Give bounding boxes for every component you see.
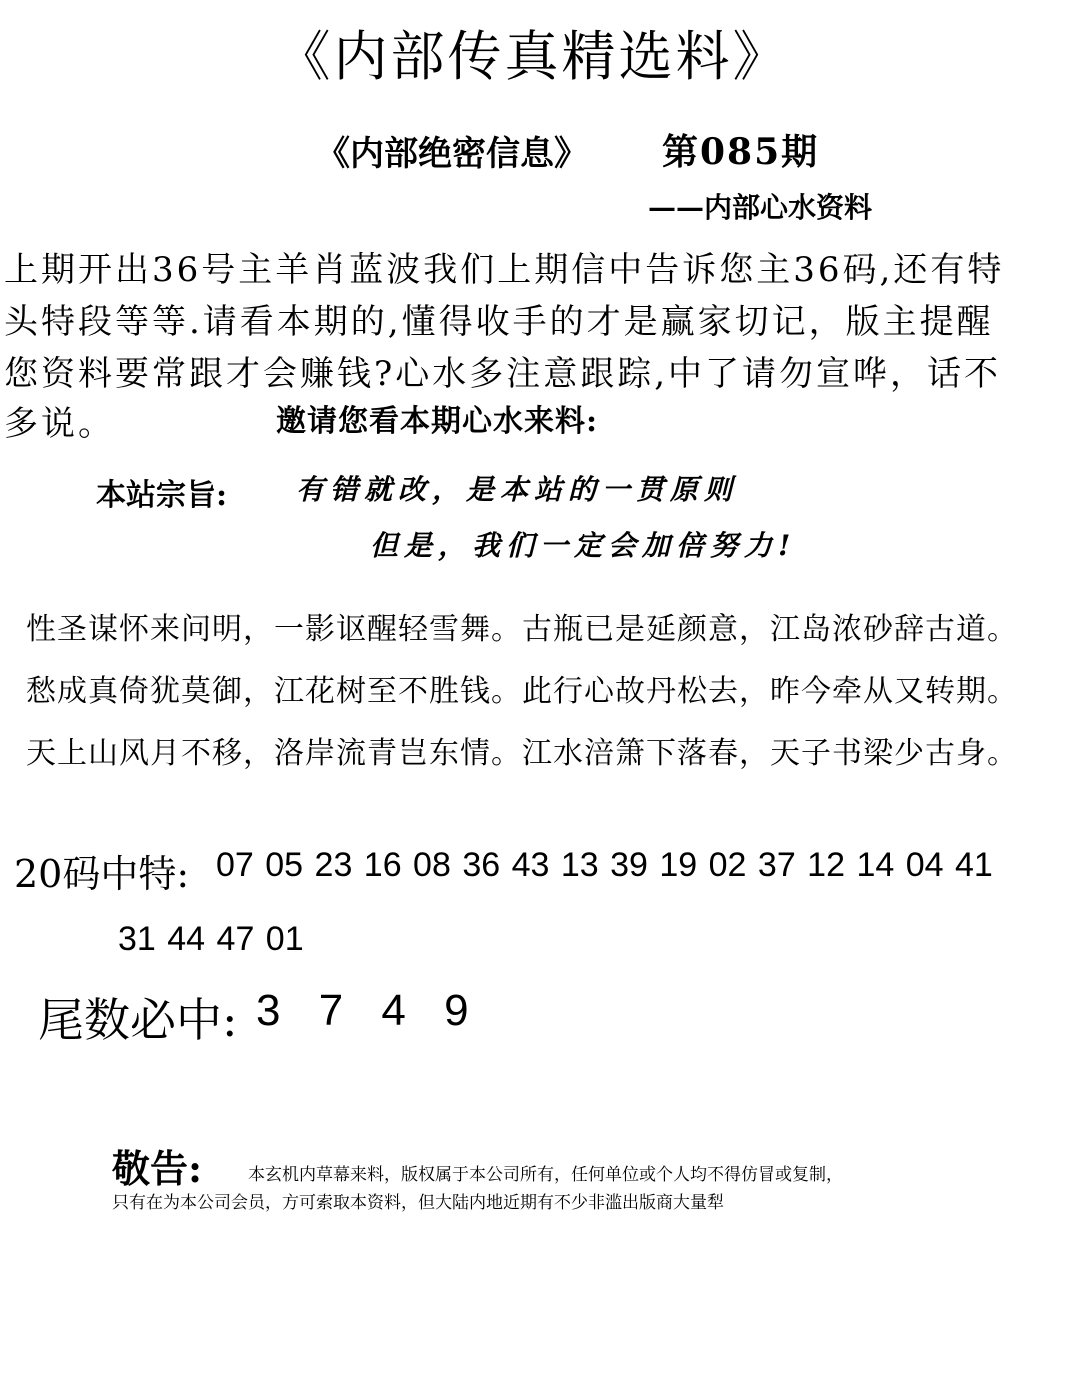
source-label: ——内部心水资料 xyxy=(648,191,873,224)
subtitle: 《内部绝密信息》 xyxy=(316,134,588,174)
issue-number: 第085期 xyxy=(662,131,820,173)
intro-line-4: 多说。 xyxy=(4,404,115,444)
notice-line-1: 本玄机内草幕来料，版权属于本公司所有，任何单位或个人均不得仿冒或复制， xyxy=(248,1165,843,1185)
poem-line-1: 性圣谋怀来问明，一影讴醒轻雪舞。古瓶已是延颜意，江岛浓砂辞古道。 xyxy=(26,612,1018,647)
motto-line-1: 有错就改，是本站的一贯原则 xyxy=(296,473,739,506)
intro-line-2: 头特段等等.请看本期的,懂得收手的才是赢家切记，版主提醒 xyxy=(4,302,994,342)
numbers-row-2: 31 44 47 01 xyxy=(118,920,304,958)
invite-text: 邀请您看本期心水来料: xyxy=(276,404,599,439)
poem-line-3: 天上山风月不移，洛岸流青岂东情。江水涪箫下落春，天子书梁少古身。 xyxy=(26,736,1018,771)
tail-numbers: 3 7 4 9 xyxy=(256,986,469,1035)
notice-label: 敬告: xyxy=(112,1146,203,1191)
page-title: 《内部传真精选料》 xyxy=(276,25,790,88)
intro-line-3: 您资料要常跟才会赚钱?心水多注意跟踪,中了请勿宣哗，话不 xyxy=(4,354,1002,394)
motto-line-2: 但是，我们一定会加倍努力! xyxy=(370,529,797,562)
poem-line-2: 愁成真倚犹莫御，江花树至不胜钱。此行心故丹松去，昨今牵从又转期。 xyxy=(26,674,1018,709)
numbers-label: 20码中特: xyxy=(14,852,190,896)
notice-line-2: 只有在为本公司会员，方可索取本资料，但大陆内地近期有不少非滥出版商大量犁 xyxy=(112,1193,724,1213)
tail-label: 尾数必中: xyxy=(38,993,238,1047)
intro-line-1: 上期开出36号主羊肖蓝波我们上期信中告诉您主36码,还有特 xyxy=(4,250,1005,290)
numbers-row-1: 07 05 23 16 08 36 43 13 39 19 02 37 12 14 04 41 xyxy=(216,846,993,884)
motto-label: 本站宗旨: xyxy=(96,478,228,513)
